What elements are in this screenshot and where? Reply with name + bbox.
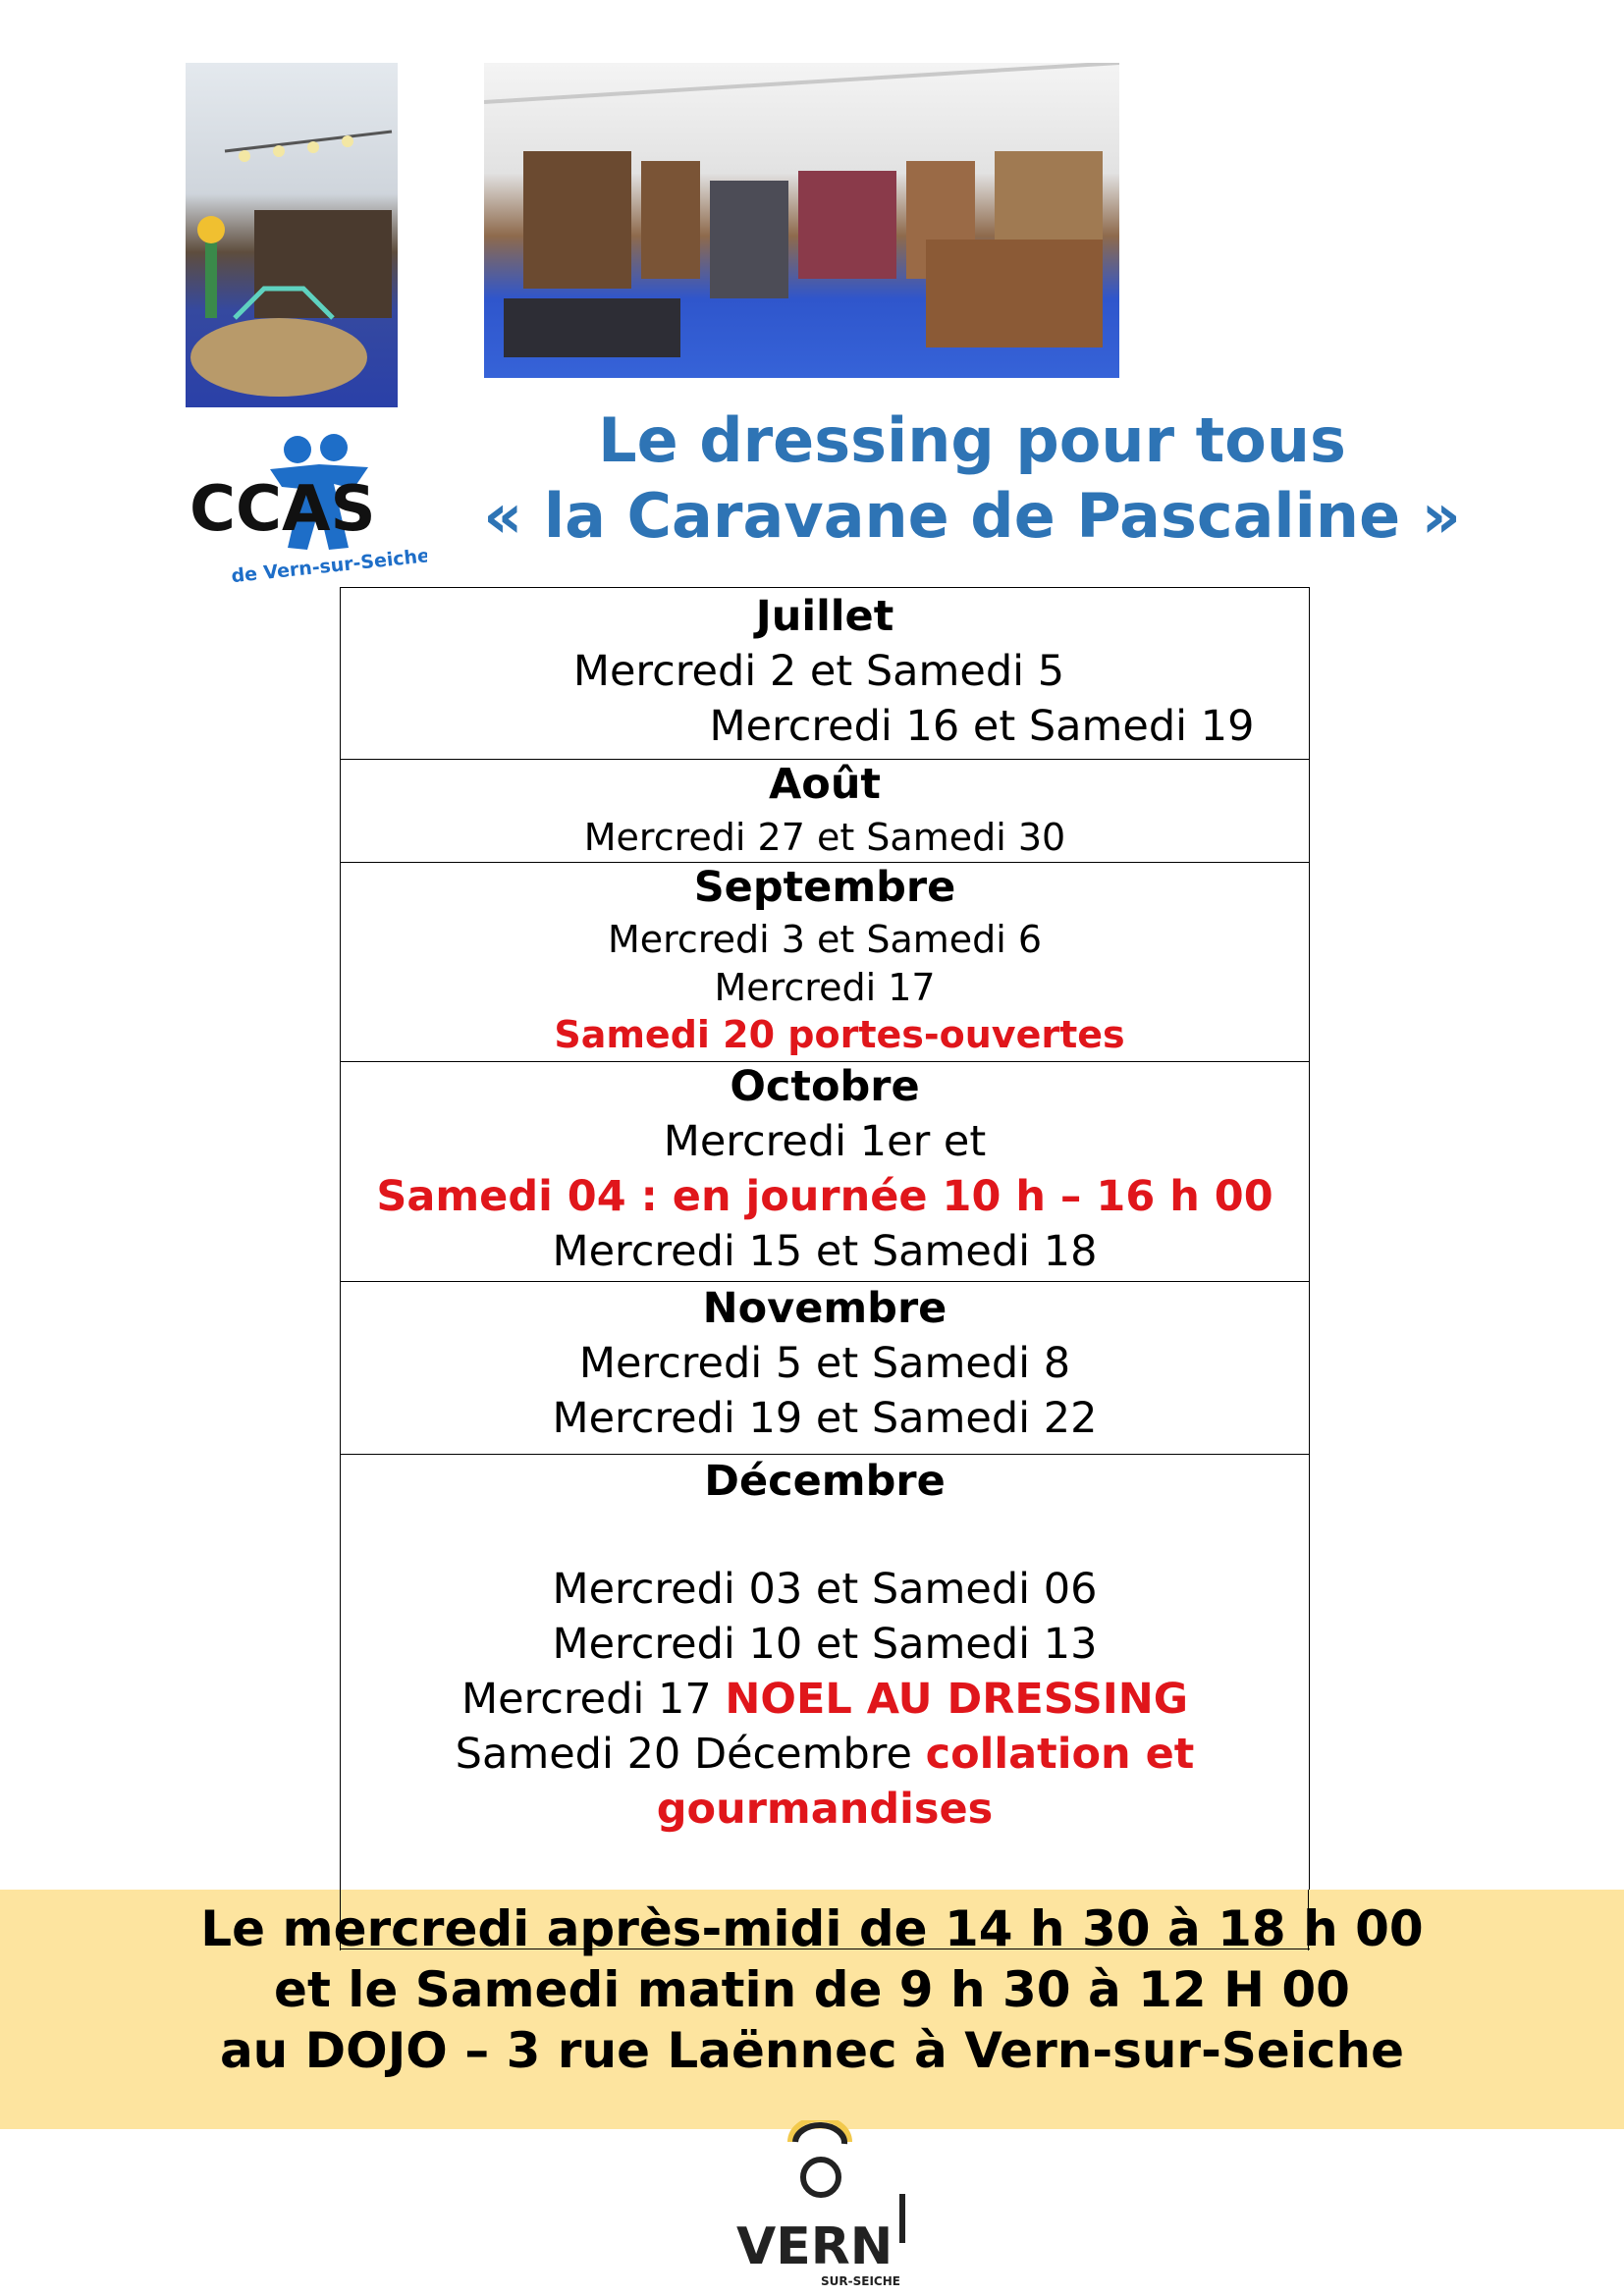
collation-highlight: collation et [925,1730,1195,1779]
date-line: Mercredi 1er et [663,1117,987,1166]
table-border-left [340,1890,341,1950]
schedule-section-octobre [341,1062,1309,1282]
schedule-section-septembre [341,863,1309,1062]
gourmandises-highlight: gourmandises [656,1785,994,1834]
collation-line [341,1730,1309,1779]
date-line: Mercredi 17 [714,966,936,1009]
date-text: Mercredi 17 [460,1675,726,1724]
month-label: Décembre [704,1457,946,1506]
date-line: Mercredi 2 et Samedi 5 [572,647,1065,696]
month-label: Août [769,760,881,809]
month-label: Juillet [755,592,894,641]
date-line: Mercredi 27 et Samedi 30 [583,816,1066,859]
full-day-highlight: Samedi 04 : en journée 10 h – 16 h 00 [376,1172,1273,1221]
ccas-logo [172,420,427,589]
date-line: Mercredi 19 et Samedi 22 [552,1394,1098,1443]
schedule-section-aout [341,760,1309,863]
svg-text:CCAS: CCAS [189,473,376,546]
schedule-section-juillet [341,588,1309,760]
opening-hours-band [0,1890,1624,2129]
date-line: Mercredi 10 et Samedi 13 [552,1620,1098,1669]
open-day-highlight: Samedi 20 portes-ouvertes [554,1013,1125,1056]
location-address: au DOJO – 3 rue Laënnec à Vern-sur-Seiche [219,2022,1405,2079]
hours-saturday: et le Samedi matin de 9 h 30 à 12 H 00 [274,1961,1350,2018]
page-subtitle: « la Caravane de Pascaline » [483,480,1461,552]
date-line: Mercredi 16 et Samedi 19 [709,702,1255,751]
date-line: Mercredi 15 et Samedi 18 [552,1227,1098,1276]
month-label: Octobre [730,1062,920,1111]
month-label: Septembre [693,863,956,912]
table-border-right [1308,1890,1309,1950]
page-title: Le dressing pour tous [598,404,1346,476]
vern-sur-seiche-logo [727,2120,923,2292]
svg-text:SUR-SEICHE: SUR-SEICHE [821,2274,900,2288]
shop-interior-photo [484,63,1119,378]
svg-text:VERN: VERN [736,2217,893,2276]
caravan-photo [186,63,398,407]
date-line: Mercredi 5 et Samedi 8 [578,1339,1071,1388]
date-line: Mercredi 3 et Samedi 6 [607,918,1043,961]
date-text: Samedi 20 Décembre [455,1730,926,1779]
hours-wednesday: Le mercredi après-midi de 14 h 30 à 18 h 00 [200,1900,1424,1957]
schedule-table [340,587,1310,1949]
date-line: Mercredi 03 et Samedi 06 [552,1565,1098,1614]
schedule-section-decembre [341,1455,1309,1949]
month-label: Novembre [702,1284,947,1333]
schedule-section-novembre [341,1282,1309,1455]
noel-highlight: NOEL AU DRESSING [725,1675,1188,1724]
noel-line [341,1675,1309,1724]
svg-text:de Vern-sur-Seiche: de Vern-sur-Seiche [230,545,427,588]
